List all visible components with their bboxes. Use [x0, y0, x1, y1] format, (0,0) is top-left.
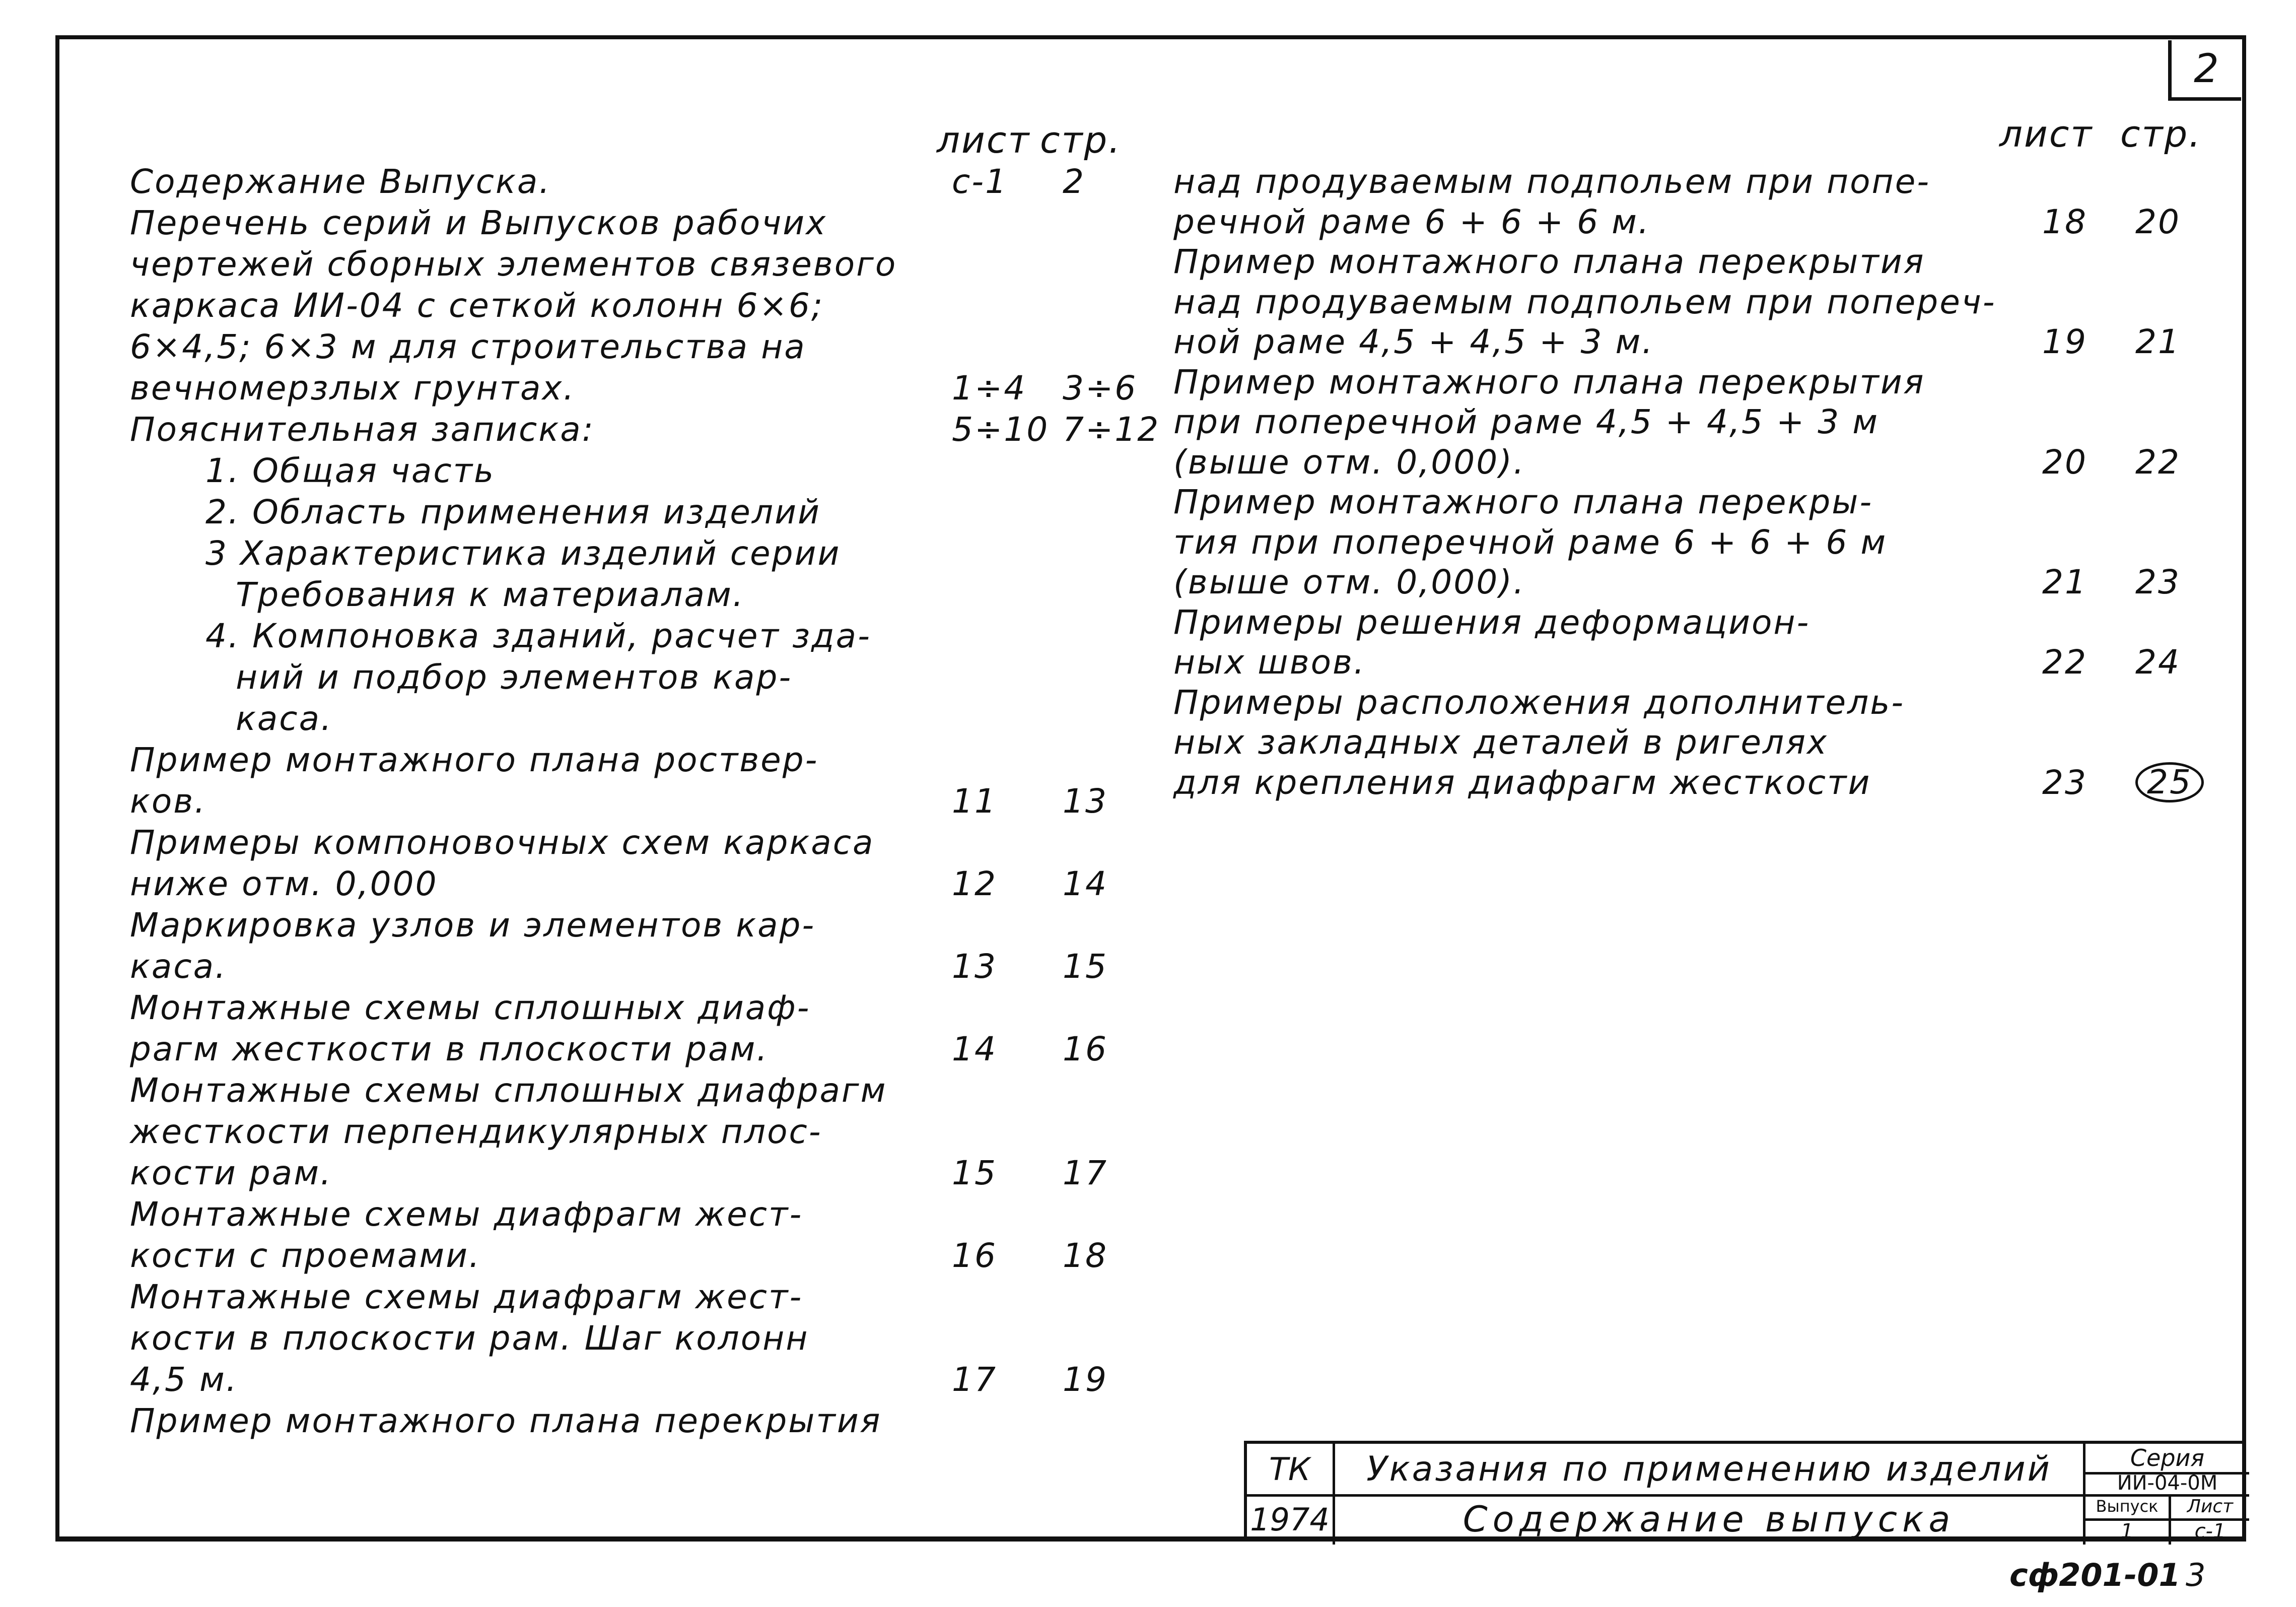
left-header-sheet: лист — [937, 119, 1031, 161]
contents-line-text: тия при поперечной раме 6 + 6 + 6 м — [1173, 522, 1888, 562]
contents-line-text: 4,5 м. — [130, 1360, 238, 1399]
contents-line-text: чертежей сборных элементов связевого — [130, 245, 897, 284]
contents-line-page: 20 — [2135, 202, 2181, 241]
contents-line-sheet: 19 — [2042, 322, 2088, 361]
title-block-org: ТК — [1269, 1450, 1310, 1488]
contents-line-page: 15 — [1063, 947, 1108, 986]
contents-line-text: Примеры расположения дополнитель- — [1173, 683, 1905, 722]
contents-line-text: Монтажные схемы сплошных диафрагм — [130, 1071, 887, 1110]
contents-line-page: 13 — [1063, 782, 1108, 821]
contents-line-text: кости в плоскости рам. Шаг колонн — [130, 1319, 809, 1358]
contents-line-text: Требования к материалам. — [236, 575, 745, 614]
contents-line-page: 14 — [1063, 864, 1108, 903]
contents-line-text: Монтажные схемы сплошных диаф- — [130, 988, 811, 1027]
contents-line-text: ной раме 4,5 + 4,5 + 3 м. — [1173, 322, 1654, 361]
contents-line-text: речной раме 6 + 6 + 6 м. — [1173, 202, 1650, 241]
contents-line-sheet: 22 — [2042, 643, 2088, 682]
contents-line-text: Пример монтажного плана перекрытия — [1173, 362, 1925, 401]
title-block-title: Указания по применению изделий — [1366, 1449, 2052, 1489]
contents-line-text: 6×4,5; 6×3 м для строительства на — [130, 327, 806, 366]
left-header-page: стр. — [1040, 119, 1122, 161]
archive-stamp: сф201-01 — [2009, 1557, 2181, 1593]
contents-line-text: Пример монтажного плана перекры- — [1173, 483, 1873, 521]
archive-stamp-number: 3 — [2186, 1557, 2206, 1593]
contents-line-page: 23 — [2135, 563, 2181, 601]
contents-line-sheet: 12 — [952, 864, 997, 903]
contents-line-page: 24 — [2135, 643, 2181, 682]
contents-line-text: каса. — [236, 699, 333, 738]
title-block-issue-value: 1 — [2120, 1520, 2134, 1543]
contents-line-text: для крепления диафрагм жесткости — [1173, 763, 1871, 802]
contents-line-text: Примеры компоновочных схем каркаса — [130, 823, 875, 862]
contents-line-text: над продуваемым подпольем при попереч- — [1173, 282, 1996, 321]
title-block-subtitle: Содержание выпуска — [1463, 1499, 1956, 1540]
contents-line-text: ков. — [130, 782, 207, 821]
contents-line-text: над продуваемым подпольем при попе- — [1173, 162, 1931, 201]
contents-line-sheet: 17 — [952, 1360, 997, 1399]
contents-line-sheet: 14 — [952, 1030, 997, 1068]
title-block-sheet-label: Лист — [2187, 1496, 2234, 1517]
title-block-sheet-value: с-1 — [2194, 1520, 2226, 1543]
contents-line-text: 4. Компоновка зданий, расчет зда- — [205, 617, 871, 655]
contents-line-sheet: 11 — [952, 782, 997, 821]
contents-line-text: ных закладных деталей в ригелях — [1173, 723, 1828, 762]
contents-line-text: кости рам. — [130, 1154, 332, 1192]
contents-line-text: ных швов. — [1173, 643, 1366, 682]
contents-line-page: 7÷12 — [1063, 410, 1160, 449]
contents-line-text: (выше отм. 0,000). — [1173, 563, 1525, 601]
contents-line-page: 17 — [1063, 1154, 1108, 1192]
contents-line-text: вечномерзлых грунтах. — [130, 369, 576, 408]
title-block-series-value: ИИ-04-0М — [2117, 1471, 2218, 1495]
title-block-issue-label: Выпуск — [2096, 1497, 2159, 1516]
contents-line-page: 21 — [2135, 322, 2181, 361]
contents-line-sheet: 5÷10 — [952, 410, 1050, 449]
contents-line-text: 1. Общая часть — [205, 451, 495, 490]
contents-line-page: 22 — [2135, 442, 2181, 482]
contents-line-text: каса. — [130, 947, 228, 986]
contents-line-text: ний и подбор элементов кар- — [236, 658, 793, 697]
contents-line-sheet: 16 — [952, 1236, 997, 1275]
contents-line-sheet: 21 — [2042, 563, 2088, 601]
contents-line-text: Пример монтажного плана роствер- — [130, 741, 819, 779]
contents-line-page: 16 — [1063, 1030, 1108, 1068]
contents-line-text: ниже отм. 0,000 — [130, 864, 438, 903]
contents-line-sheet: с-1 — [952, 162, 1008, 201]
contents-line-sheet: 15 — [952, 1154, 997, 1192]
contents-line-sheet: 13 — [952, 947, 997, 986]
contents-line-sheet: 1÷4 — [952, 369, 1027, 408]
contents-line-text: рагм жесткости в плоскости рам. — [130, 1030, 769, 1068]
contents-line-page: 2 — [1063, 162, 1085, 201]
title-block-year: 1974 — [1250, 1501, 1330, 1538]
contents-line-text: 3 Характеристика изделий серии — [205, 534, 841, 573]
contents-line-text: Монтажные схемы диафрагм жест- — [130, 1195, 803, 1234]
right-header-sheet: лист — [1999, 113, 2094, 155]
contents-line-text: Содержание Выпуска. — [130, 162, 551, 201]
contents-line-page: 18 — [1063, 1236, 1108, 1275]
contents-line-sheet: 18 — [2042, 202, 2088, 241]
contents-line-sheet: 23 — [2042, 763, 2088, 802]
contents-line-text: при поперечной раме 4,5 + 4,5 + 3 м — [1173, 403, 1880, 441]
contents-line-text: Примеры решения деформацион- — [1173, 602, 1811, 642]
contents-line-text: 2. Область применения изделий — [205, 493, 821, 531]
right-header-page: стр. — [2120, 113, 2202, 155]
contents-line-text: Пример монтажного плана перекрытия — [1173, 242, 1925, 281]
title-block-series-label: Серия — [2130, 1444, 2205, 1471]
page-number: 2 — [2194, 46, 2219, 92]
title-block — [1244, 1441, 2246, 1542]
contents-line-page: 19 — [1063, 1360, 1108, 1399]
contents-line-page: 3÷6 — [1063, 369, 1138, 408]
circled-page-number: 25 — [2135, 762, 2204, 802]
contents-line-text: Маркировка узлов и элементов кар- — [130, 906, 816, 945]
contents-line-sheet: 20 — [2042, 442, 2088, 482]
contents-line-text: каркаса ИИ-04 с сеткой колонн 6×6; — [130, 286, 824, 325]
contents-line-text: Перечень серий и Выпусков рабочих — [130, 204, 827, 242]
contents-line-text: Пояснительная записка: — [130, 410, 595, 449]
contents-line-text: (выше отм. 0,000). — [1173, 442, 1525, 482]
page-number-badge — [2168, 40, 2241, 101]
contents-line-page — [2135, 762, 2204, 802]
contents-line-text: жесткости перпендикулярных плос- — [130, 1112, 822, 1151]
contents-line-text: Монтажные схемы диафрагм жест- — [130, 1278, 803, 1316]
contents-line-text: Пример монтажного плана перекрытия — [130, 1401, 882, 1440]
contents-line-text: кости с проемами. — [130, 1236, 481, 1275]
